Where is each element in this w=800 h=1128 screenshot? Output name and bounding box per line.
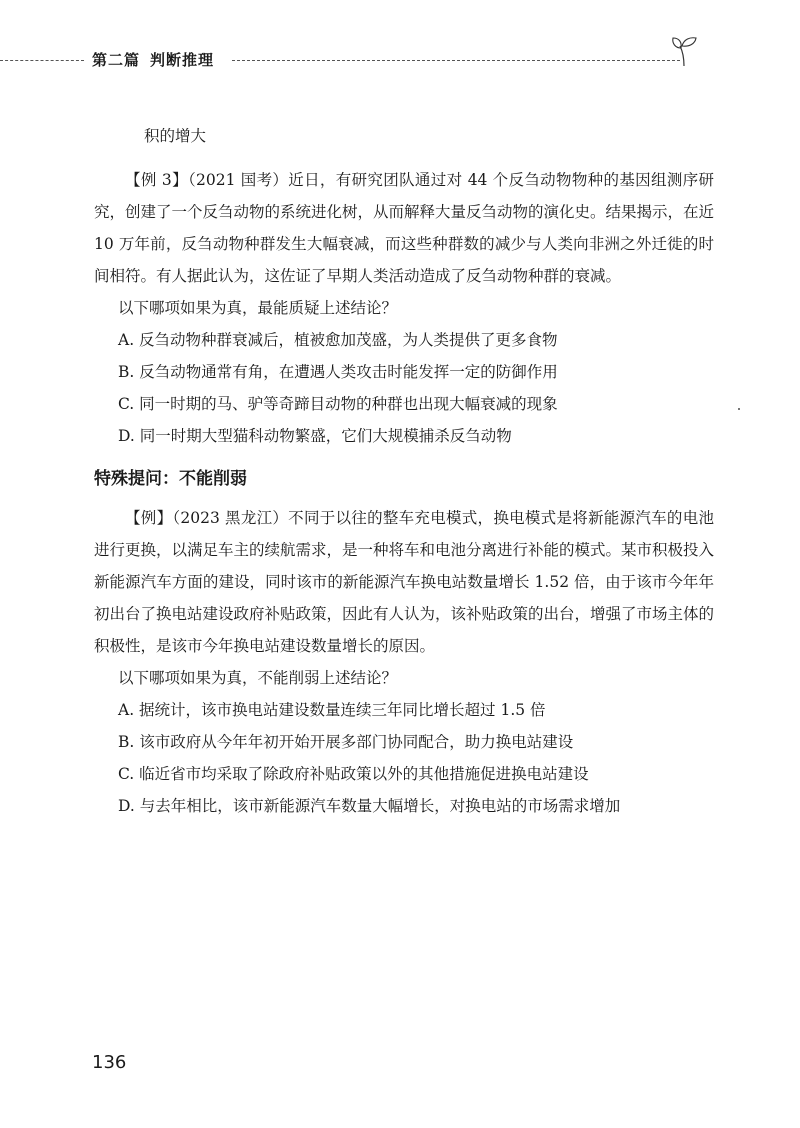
example4-option-b: B. 该市政府从今年年初开始开展多部门协同配合，助力换电站建设 [118,733,574,751]
example3-option-b: B. 反刍动物通常有角，在遭遇人类攻击时能发挥一定的防御作用 [118,363,558,381]
example4-option-d: D. 与去年相比，该市新能源汽车数量大幅增长，对换电站的市场需求增加 [118,797,621,815]
header-rule-left [0,60,84,61]
example4-text: 不同于以往的整车充电模式，换电模式是将新能源汽车的电池进行更换，以满足车主的续航需求，是一种将车和电池分离进行补能的模式。某市积极投入新能源汽车方面的建设，同时该市的新能源汽车换电站数量增长 1.52 倍，由于该市今年年初出台了换电站建设政府补贴政策，因此有人认为，该补贴政策的出台，增强了市场主体的积极性，是该市今年换电站建设数量增长的原因。 [94,509,715,655]
header-chapter: 判断推理 [150,51,215,69]
example4-source: （2023 黑龙江） [172,509,289,527]
example3-paragraph [94,164,714,292]
sprout-icon [670,34,700,68]
example4-question: 以下哪项如果为真，不能削弱上述结论？ [118,669,398,687]
example3-question: 以下哪项如果为真，最能质疑上述结论？ [118,299,398,317]
example3-label: 【例 3】 [125,171,188,189]
example4-option-c: C. 临近省市均采取了除政府补贴政策以外的其他措施促进换电站建设 [118,765,589,783]
example4-label: 【例】 [125,509,173,527]
example3-text: 近日，有研究团队通过对 44 个反刍动物物种的基因组测序研究，创建了一个反刍动物的系统进化树，从而解释大量反刍动物的演化史。结果揭示，在近 10 万年前，反刍动物种群发生大幅衰减，而这些种群数的减少与人类向非洲之外迁徙的时间相符。有人据此认为，这佐证了早期人类活动造成了反刍动物种群的衰减。 [94,171,715,285]
example4-paragraph [94,502,714,662]
page-number: 136 [92,1052,127,1073]
example3-option-c: C. 同一时期的马、驴等奇蹄目动物的种群也出现大幅衰减的现象 [118,395,558,413]
example4-option-a: A. 据统计，该市换电站建设数量连续三年同比增长超过 1.5 倍 [118,701,546,719]
example3-source: （2021 国考） [187,171,289,189]
section-heading: 特殊提问：不能削弱 [94,469,247,489]
running-header [0,44,800,74]
header-part: 第二篇 [92,51,141,69]
scan-speck [738,408,740,410]
header-rule-right [232,60,680,61]
page-body [94,120,714,822]
example3-option-d: D. 同一时期大型猫科动物繁盛，它们大规模捕杀反刍动物 [118,427,512,445]
example3-option-a: A. 反刍动物种群衰减后，植被愈加茂盛，为人类提供了更多食物 [118,331,558,349]
continuation-text: 积的增大 [144,127,207,145]
header-title [92,49,224,70]
